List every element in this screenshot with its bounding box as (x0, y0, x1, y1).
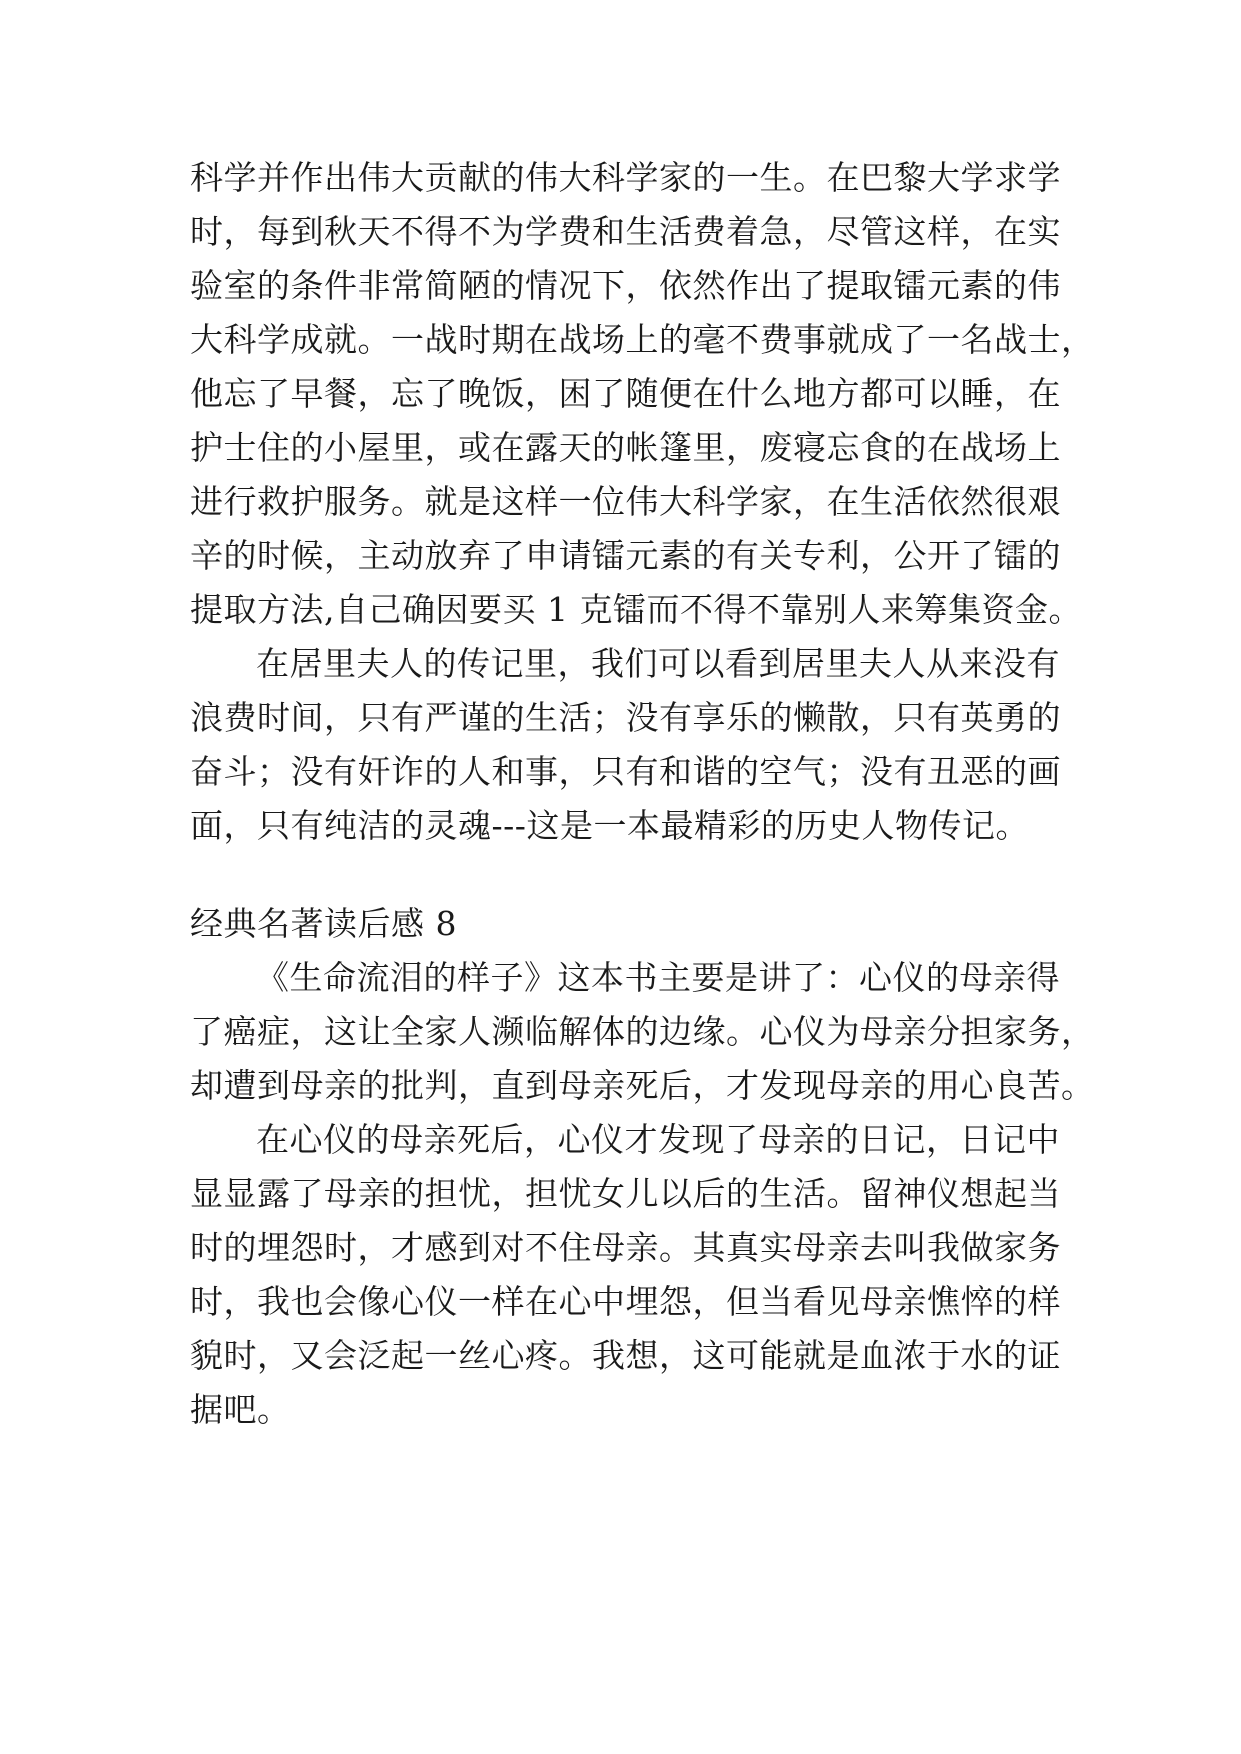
paragraph-line: 奋斗；没有奸诈的人和事，只有和谐的空气；没有丑恶的画 (190, 752, 1061, 791)
paragraph-line: 时，每到秋天不得不为学费和生活费着急，尽管这样，在实 (190, 212, 1061, 251)
paragraph-line: 科学并作出伟大贡献的伟大科学家的一生。在巴黎大学求学 (190, 158, 1061, 197)
paragraph-line: 验室的条件非常简陋的情况下，依然作出了提取镭元素的伟 (190, 266, 1061, 305)
paragraph-line: 显显露了母亲的担忧，担忧女儿以后的生活。留神仪想起当 (190, 1174, 1061, 1213)
paragraph-line: 貌时，又会泛起一丝心疼。我想，这可能就是血浓于水的证 (190, 1336, 1061, 1375)
paragraph-line: 时的埋怨时，才感到对不住母亲。其真实母亲去叫我做家务 (190, 1228, 1061, 1267)
paragraph-line: 在心仪的母亲死后，心仪才发现了母亲的日记，日记中 (256, 1120, 1060, 1159)
paragraph-line: 面，只有纯洁的灵魂---这是一本最精彩的历史人物传记。 (190, 806, 1029, 845)
paragraph-line: 大科学成就。一战时期在战场上的毫不费事就成了一名战士， (190, 320, 1095, 359)
paragraph-line: 时，我也会像心仪一样在心中埋怨，但当看见母亲憔悴的样 (190, 1282, 1061, 1321)
paragraph-line: 《生命流泪的样子》这本书主要是讲了：心仪的母亲得 (256, 958, 1060, 997)
paragraph-line: 在居里夫人的传记里，我们可以看到居里夫人从来没有 (256, 644, 1060, 683)
paragraph-line: 他忘了早餐，忘了晚饭，困了随便在什么地方都可以睡，在 (190, 374, 1061, 413)
paragraph-line: 却遭到母亲的批判，直到母亲死后，才发现母亲的用心良苦。 (190, 1066, 1095, 1105)
section-heading: 经典名著读后感 8 (190, 904, 457, 943)
paragraph-line: 进行救护服务。就是这样一位伟大科学家，在生活依然很艰 (190, 482, 1061, 521)
paragraph-line: 提取方法,自己确因要买 1 克镭而不得不靠别人来筹集资金。 (190, 590, 1082, 629)
paragraph-line: 据吧。 (190, 1390, 291, 1429)
paragraph-line: 辛的时候，主动放弃了申请镭元素的有关专利，公开了镭的 (190, 536, 1061, 575)
paragraph-line: 浪费时间，只有严谨的生活；没有享乐的懒散，只有英勇的 (190, 698, 1061, 737)
paragraph-line: 了癌症，这让全家人濒临解体的边缘。心仪为母亲分担家务， (190, 1012, 1095, 1051)
paragraph-line: 护士住的小屋里，或在露天的帐篷里，废寝忘食的在战场上 (190, 428, 1061, 467)
